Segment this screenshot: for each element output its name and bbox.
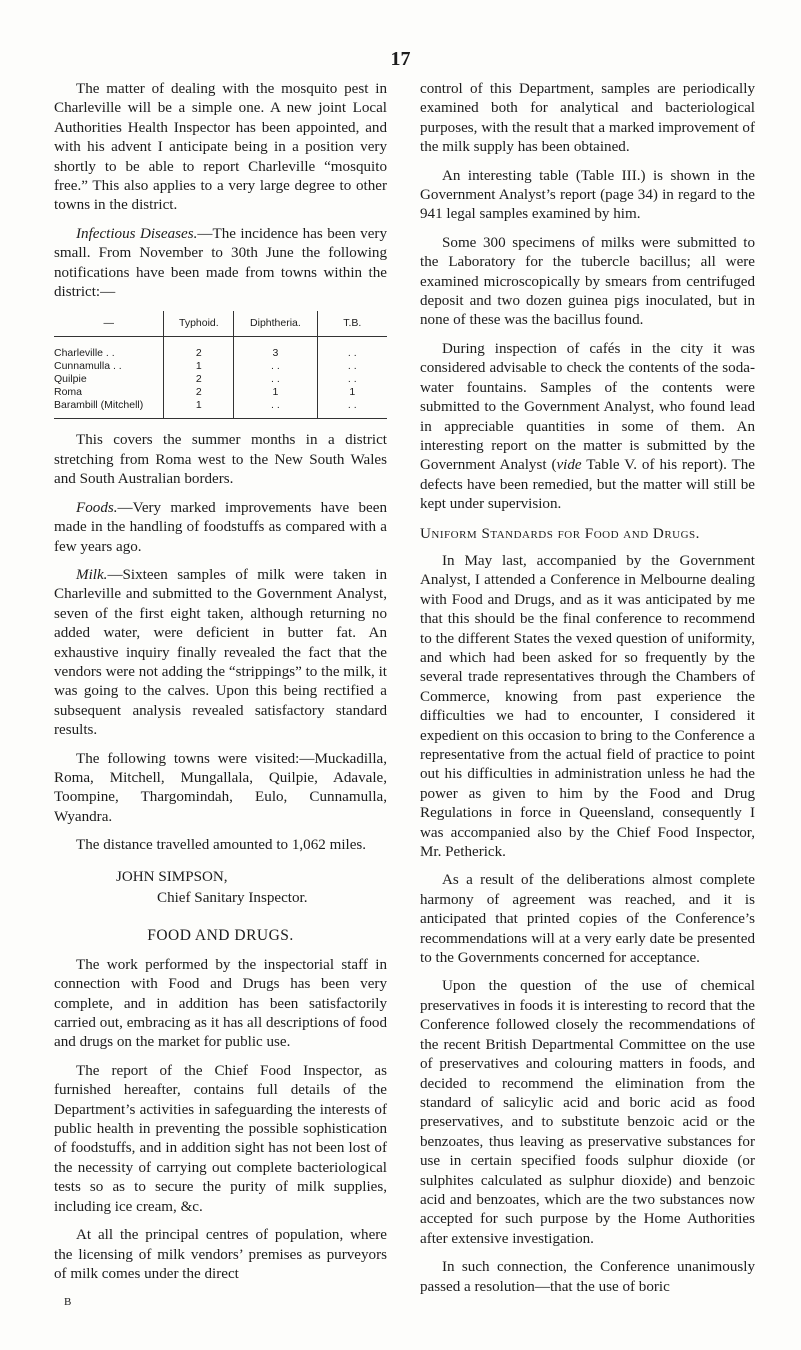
paragraph-preservatives: Upon the question of the use of chemical preservatives in foods it is interesting to record that the Conference followed closely the recommendations of the recent British Departmental Committee on the use of preservatives and colouring matters in foods, and decided to recommend the elimination from the standard of salicylic acid and boric acid as food preservatives, and to substitute benzoic acid or the benzoates, thus leaving as preservative substances for use in certain specified foods sulphur dioxide (or sulphites calculated as sulphur dioxide) and benzoic acid and benzoates, which are the two substances now accepted for such purpose by the Home Authorities after extensive investigation. bbox=[420, 978, 755, 1247]
printer-signature-mark: B bbox=[64, 1296, 72, 1309]
paragraph-chief-food-inspector: The report of the Chief Food Inspector, as furnished hereafter, contains full details of the Department’s activities in safeguarding the interests of public health in preventing the possible sophistication of foodstuffs, and in addition sight has not been lost of the necessity of carrying out complete bacteriological tests so as to secure the purity of milk supplies, including ice cream, &c. bbox=[54, 1062, 387, 1215]
paragraph-resolution: In such connection, the Conference unanimously passed a resolution—that the use of boric bbox=[420, 1259, 755, 1295]
table-cell-diphtheria: . . bbox=[234, 360, 317, 373]
table-cell-tb: . . bbox=[317, 337, 387, 361]
paragraph-principal-centres: At all the principal centres of population, where the licensing of milk vendors’ premises as purveyors of milk comes under the direct bbox=[54, 1227, 387, 1282]
table-cell-typhoid: 1 bbox=[164, 399, 234, 419]
table-row bbox=[54, 386, 387, 399]
table-header-town: — bbox=[54, 311, 164, 337]
table-cell-typhoid: 2 bbox=[164, 373, 234, 386]
right-column bbox=[420, 80, 755, 1306]
paragraph-foods bbox=[54, 499, 387, 557]
table-cell-diphtheria: . . bbox=[234, 373, 317, 386]
table-row bbox=[54, 360, 387, 373]
table-cell-town: Charleville . . bbox=[54, 337, 164, 361]
text-foods: —Very marked improvements have been made in the handling of foodstuffs as compared with a few years ago. bbox=[54, 499, 387, 555]
table-cell-town: Cunnamulla . . bbox=[54, 360, 164, 373]
table-header-diphtheria: Diphtheria. bbox=[234, 311, 317, 337]
table-cell-typhoid: 2 bbox=[164, 337, 234, 361]
table-header-tb: T.B. bbox=[317, 311, 387, 337]
text-soda-water-b: Table V. of his report). The defects have been remedied, but the matter will still be kept under supervision. bbox=[420, 457, 755, 513]
notifications-table bbox=[54, 311, 387, 419]
paragraph-mosquito: The matter of dealing with the mosquito pest in Charleville will be a simple one. A new joint Local Authorities Health Inspector has been appointed, and with his advent I anticipate being in a position very shortly to be able to report Charleville “mosquito free.” This also applies to a very large degree to other towns in the district. bbox=[54, 81, 387, 214]
paragraph-district: This covers the summer months in a district stretching from Roma west to the New South Wales and South Australian borders. bbox=[54, 432, 387, 488]
lead-infectious-diseases: Infectious Diseases. bbox=[76, 225, 198, 242]
text-milk: —Sixteen samples of milk were taken in Charleville and submitted to the Government Analyst, seven of the first eight taken, although returning no added water, were deficient in butter fat. An exhaustive inquiry finally revealed the fact that the vendors were not adding the “strippings” to the milk, it was going to the calves. Upon this being rectified a subsequent analysis revealed satisfactory standard results. bbox=[54, 566, 387, 739]
table-cell-tb: . . bbox=[317, 360, 387, 373]
table-row bbox=[54, 337, 387, 361]
table-cell-tb: . . bbox=[317, 399, 387, 419]
table-cell-town: Barambill (Mitchell) bbox=[54, 399, 164, 419]
paragraph-table-three: An interesting table (Table III.) is shown in the Government Analyst’s report (page 34) in regard to the 941 legal samples examined by him. bbox=[420, 167, 755, 223]
left-column bbox=[54, 80, 387, 1313]
text-vide: vide bbox=[556, 457, 582, 474]
signature-name: JOHN SIMPSON, bbox=[116, 868, 228, 885]
table-row bbox=[54, 373, 387, 386]
lead-foods: Foods. bbox=[76, 499, 118, 516]
paragraph-distance: The distance travelled amounted to 1,062 miles. bbox=[76, 837, 367, 854]
table-cell-town: Quilpie bbox=[54, 373, 164, 386]
paragraph-towns-visited: The following towns were visited:—Muckadilla, Roma, Mitchell, Mungallala, Quilpie, Adavale, Toompine, Thargomindah, Eulo, Cunnamulla, Wyandra. bbox=[54, 750, 387, 825]
paragraph-infectious-diseases bbox=[54, 225, 387, 303]
paragraph-conference: In May last, accompanied by the Government Analyst, I attended a Conference in Melbourne dealing with Food and Drugs, and as it was anticipated by me that this should be the final conference to recommend to the different States the vexed question of uniformity, and which had been asked for so frequently by the several trade representatives through the Chambers of Commerce, knowing from past experience the difficulties we had to encounter, I considered it expedient on this occasion to bring to the Conference a representative from the actual field of practice to point out his difficulties in administration unless he had the power as given to him by the Food and Drug Regulations in force in Queensland, consequently I was accompanied also by the Chief Food Inspector, Mr. Petherick. bbox=[420, 552, 755, 861]
page-number: 17 bbox=[390, 48, 411, 70]
table-row bbox=[54, 399, 387, 419]
lead-milk: Milk. bbox=[76, 566, 108, 583]
table-cell-tb: . . bbox=[317, 373, 387, 386]
table-cell-diphtheria: 3 bbox=[234, 337, 317, 361]
section-heading-food-and-drugs: FOOD AND DRUGS. bbox=[147, 927, 294, 945]
text-soda-water-a: During inspection of cafés in the city it was considered advisable to check the contents of the soda-water fountains. Samples of the contents were submitted to the Government Analyst, who found lead in appreciable quantities in some of them. An interesting report on the matter is submitted by the Government Analyst ( bbox=[420, 340, 755, 474]
table-cell-diphtheria: . . bbox=[234, 399, 317, 419]
paragraph-soda-water bbox=[420, 340, 755, 515]
table-cell-town: Roma bbox=[54, 386, 164, 399]
table-cell-typhoid: 1 bbox=[164, 360, 234, 373]
section-heading-uniform-standards: Uniform Standards for Food and Drugs. bbox=[420, 525, 700, 542]
table-cell-typhoid: 2 bbox=[164, 386, 234, 399]
signature-title: Chief Sanitary Inspector. bbox=[157, 890, 308, 906]
paragraph-control-continued: control of this Department, samples are periodically examined both for analytical and bacteriological purposes, with the result that a marked improvement of the milk supply has been obtained. bbox=[420, 81, 755, 156]
table-cell-diphtheria: 1 bbox=[234, 386, 317, 399]
table-cell-tb: 1 bbox=[317, 386, 387, 399]
paragraph-milk bbox=[54, 566, 387, 741]
table-header-typhoid: Typhoid. bbox=[164, 311, 234, 337]
paragraph-deliberations: As a result of the deliberations almost complete harmony of agreement was reached, and it is anticipated that printed copies of the Conference’s recommendations will at a very early date be presented to the Governments concerned for acceptance. bbox=[420, 872, 755, 967]
paragraph-inspectorial-staff: The work performed by the inspectorial staff in connection with Food and Drugs has been very complete, and in addition has been satisfactorily carried out, embracing as it has all descriptions of food and drugs on the market for public use. bbox=[54, 956, 387, 1051]
text-infectious-diseases: —The incidence has been very small. From November to 30th June the following notifications have been made from towns within the district:— bbox=[54, 225, 387, 301]
paragraph-tubercle: Some 300 specimens of milks were submitted to the Laboratory for the tubercle bacillus; all were examined microscopically by smears from centrifuged deposit and two dozen guinea pigs inoculated, but in none of these was the bacillus found. bbox=[420, 234, 755, 329]
table-header-row bbox=[54, 311, 387, 337]
